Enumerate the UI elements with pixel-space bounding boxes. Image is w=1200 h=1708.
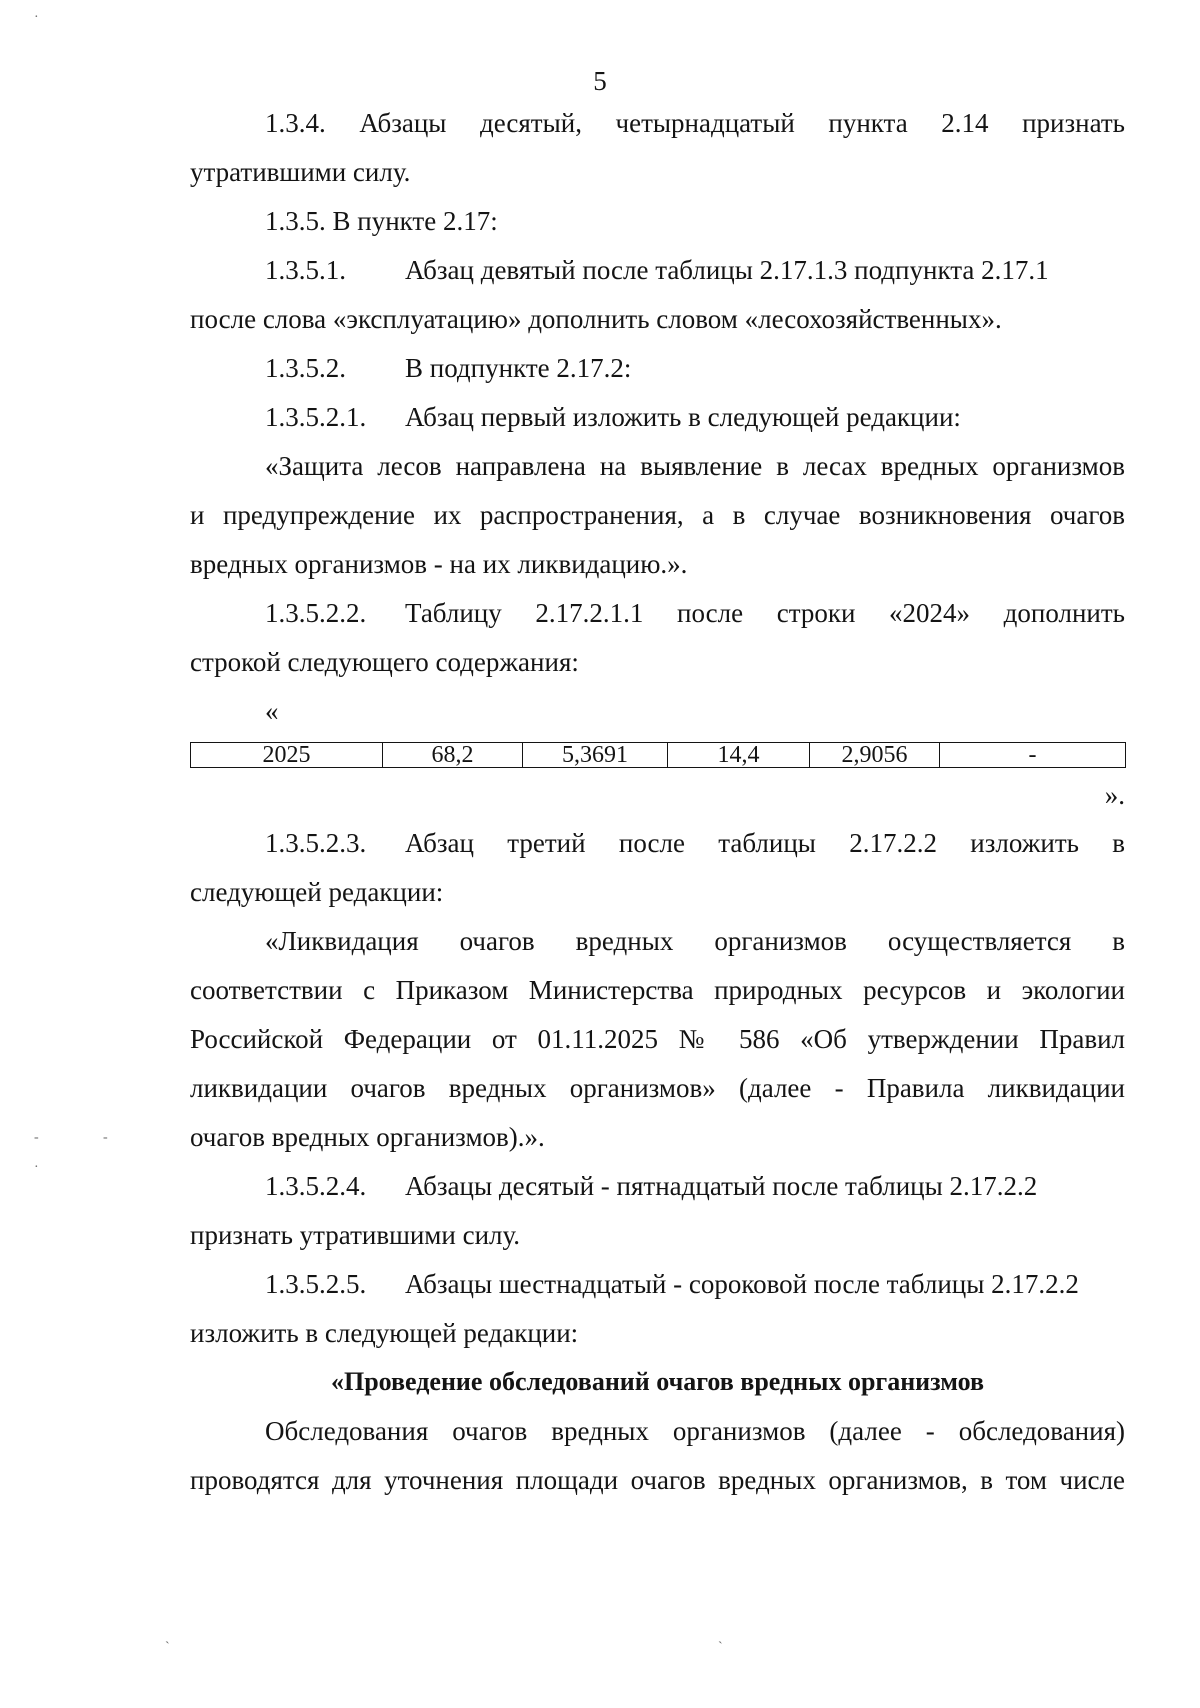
body-line-1: Обследования очагов вредных организмов (далее - обследования) bbox=[265, 1416, 1125, 1446]
item-text: Абзацы шестнадцатый - сороковой после таблицы 2.17.2.2 bbox=[405, 1269, 1079, 1299]
paragraph-1-3-5-2-2-cont: строкой следующего содержания: bbox=[190, 647, 579, 677]
quote-line-7: ликвидации очагов вредных организмов» (далее - Правила ликвидации bbox=[190, 1073, 1125, 1103]
quote-line-5: соответствии с Приказом Министерства природных ресурсов и экологии bbox=[190, 975, 1125, 1005]
paragraph-1-3-5-2-1 bbox=[265, 400, 1125, 434]
scan-speck: - bbox=[103, 1130, 108, 1145]
paragraph-1-3-4: 1.3.4. Абзацы десятый, четырнадцатый пункта 2.14 признать bbox=[265, 108, 1125, 138]
item-number: 1.3.5.2.3. bbox=[265, 828, 367, 858]
scan-speck: - bbox=[34, 1130, 39, 1145]
quote-line-8: очагов вредных организмов).». bbox=[190, 1122, 545, 1152]
table-row bbox=[191, 743, 1126, 768]
paragraph-1-3-5-2-5 bbox=[265, 1267, 1125, 1301]
item-number: 1.3.5.2.1. bbox=[265, 402, 367, 432]
close-quote: ». bbox=[1104, 780, 1125, 810]
quote-line-1: «Защита лесов направлена на выявление в лесах вредных организмов bbox=[265, 451, 1125, 481]
page-number: 5 bbox=[593, 66, 607, 96]
paragraph-1-3-5-2-4-cont: признать утратившими силу. bbox=[190, 1220, 521, 1250]
paragraph-1-3-5-2 bbox=[265, 351, 1125, 385]
scan-speck: ˋ bbox=[165, 1640, 170, 1655]
paragraph-1-3-5-2-5-cont: изложить в следующей редакции: bbox=[190, 1318, 579, 1348]
scan-speck: ˋ bbox=[718, 1640, 723, 1655]
paragraph-1-3-5-1-cont: после слова «эксплуатацию» дополнить словом «лесохозяйственных». bbox=[190, 304, 1002, 334]
item-text: Таблицу 2.17.2.1.1 после строки «2024» дополнить bbox=[405, 598, 1125, 628]
scan-speck: · bbox=[34, 10, 39, 25]
quote-line-2: и предупреждение их распространения, а в случае возникновения очагов bbox=[190, 500, 1125, 530]
item-text: Абзацы десятый - пятнадцатый после таблицы 2.17.2.2 bbox=[405, 1171, 1038, 1201]
item-text: Абзац третий после таблицы 2.17.2.2 изложить в bbox=[405, 828, 1125, 858]
paragraph-1-3-5-2-3 bbox=[265, 826, 1125, 860]
open-quote: « bbox=[265, 696, 279, 726]
item-text: Абзац девятый после таблицы 2.17.1.3 подпункта 2.17.1 bbox=[405, 255, 1049, 285]
quote-line-3: вредных организмов - на их ликвидацию.». bbox=[190, 549, 688, 579]
quote-line-4: «Ликвидация очагов вредных организмов осуществляется в bbox=[265, 926, 1125, 956]
paragraph-1-3-5-2-2 bbox=[265, 596, 1125, 630]
paragraph-1-3-5: 1.3.5. В пункте 2.17: bbox=[265, 206, 498, 236]
item-text: В подпункте 2.17.2: bbox=[405, 353, 632, 383]
table-cell: 5,3691 bbox=[523, 743, 668, 768]
item-number: 1.3.5.1. bbox=[265, 255, 346, 285]
item-text: Абзац первый изложить в следующей редакции: bbox=[405, 402, 961, 432]
inserted-table-row bbox=[190, 742, 1126, 768]
item-number: 1.3.5.2.2. bbox=[265, 598, 367, 628]
paragraph-1-3-5-1 bbox=[265, 253, 1125, 287]
table-cell-year: 2025 bbox=[191, 743, 383, 768]
quote-line-6: Российской Федерации от 01.11.2025 № 586 «Об утверждении Правил bbox=[190, 1024, 1125, 1054]
paragraph-1-3-5-2-4 bbox=[265, 1169, 1125, 1203]
body-line-2: проводятся для уточнения площади очагов вредных организмов, в том числе bbox=[190, 1465, 1125, 1495]
table-cell: 2,9056 bbox=[810, 743, 940, 768]
scan-speck: · bbox=[34, 1160, 39, 1175]
section-heading: «Проведение обследований очагов вредных организмов bbox=[330, 1367, 985, 1396]
paragraph-1-3-4-cont: утратившими силу. bbox=[190, 157, 411, 187]
table-cell: 68,2 bbox=[383, 743, 523, 768]
table-cell: 14,4 bbox=[668, 743, 810, 768]
item-number: 1.3.5.2.4. bbox=[265, 1171, 367, 1201]
item-number: 1.3.5.2. bbox=[265, 353, 346, 383]
paragraph-1-3-5-2-3-cont: следующей редакции: bbox=[190, 877, 444, 907]
table-cell: - bbox=[940, 743, 1126, 768]
item-number: 1.3.5.2.5. bbox=[265, 1269, 367, 1299]
